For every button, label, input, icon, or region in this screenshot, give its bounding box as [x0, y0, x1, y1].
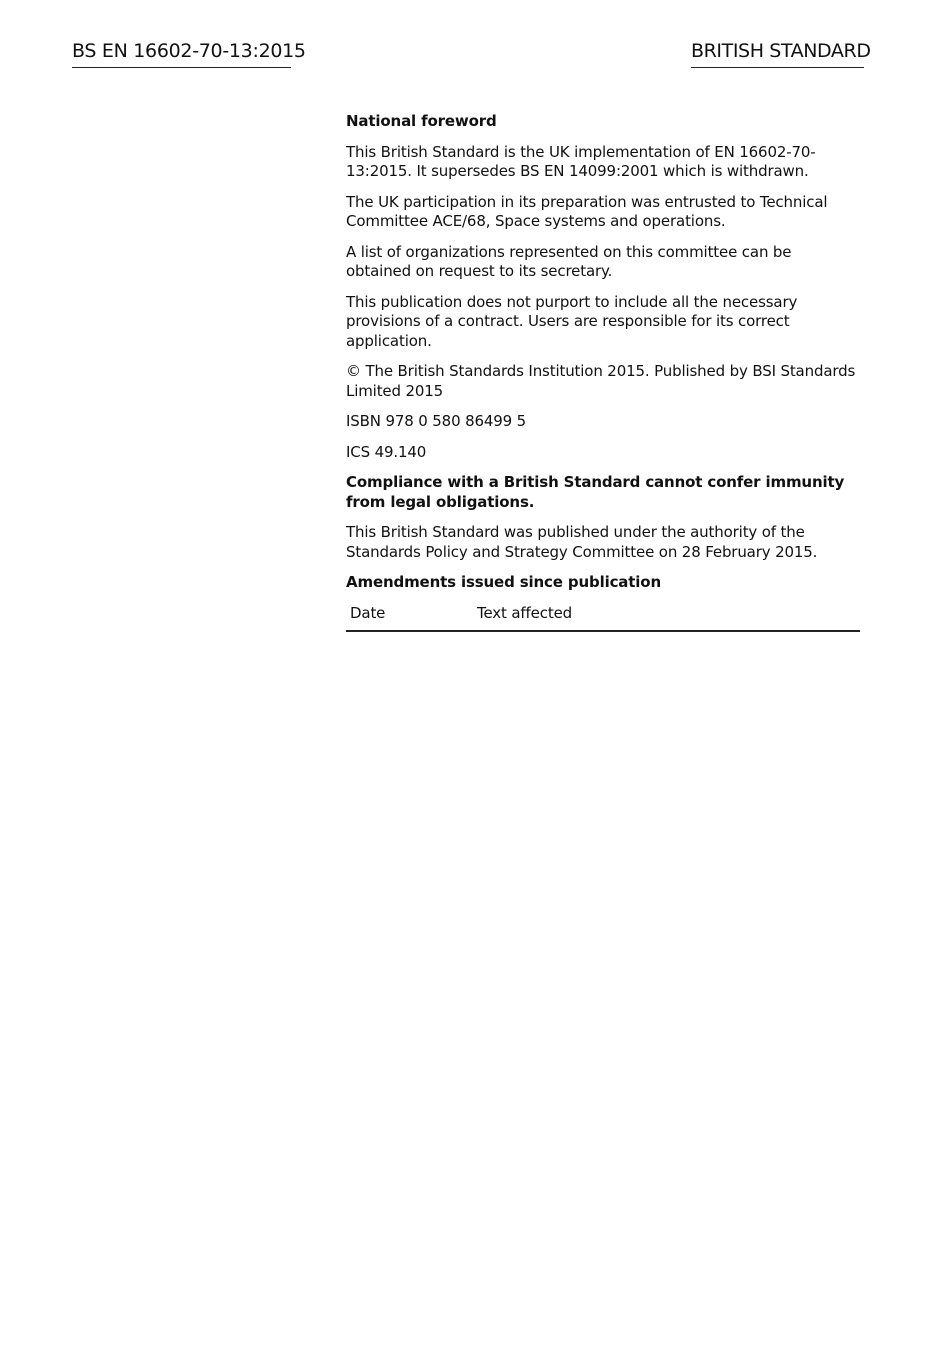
- compliance-notice: Compliance with a British Standard cannot confer immunity from legal obligations.: [346, 473, 845, 511]
- amendments-table: [346, 604, 860, 633]
- foreword-paragraph-organizations: A list of organizations represented on this committee can be obtained on request to its secretary.: [346, 242, 792, 280]
- isbn: ISBN 978 0 580 86499 5: [346, 412, 527, 430]
- foreword-paragraph-implementation: This British Standard is the UK implementation of EN 16602-70-13:2015. It supersedes BS EN 14099:2001 which is withdrawn.: [346, 142, 816, 180]
- amendments-column-text-affected: Text affected: [477, 603, 573, 622]
- foreword-paragraph-committee: The UK participation in its preparation was entrusted to Technical Committee ACE/68, Space systems and operations.: [346, 192, 828, 230]
- amendments-column-date: Date: [350, 603, 386, 622]
- amendments-title: Amendments issued since publication: [346, 573, 661, 591]
- ics-code: ICS 49.140: [346, 442, 427, 461]
- document-type: BRITISH STANDARD: [691, 39, 864, 68]
- foreword-title: National foreword: [346, 112, 497, 130]
- copyright-notice: © The British Standards Institution 2015. Published by BSI Standards Limited 2015: [346, 362, 856, 400]
- national-foreword: [346, 112, 860, 632]
- publication-authority: This British Standard was published under the authority of the Standards Policy and Strategy Committee on 28 February 2015.: [346, 523, 818, 561]
- foreword-paragraph-contract: This publication does not purport to include all the necessary provisions of a contract. Users are responsible for its correct application.: [346, 292, 798, 350]
- document-id: BS EN 16602-70-13:2015: [72, 39, 291, 68]
